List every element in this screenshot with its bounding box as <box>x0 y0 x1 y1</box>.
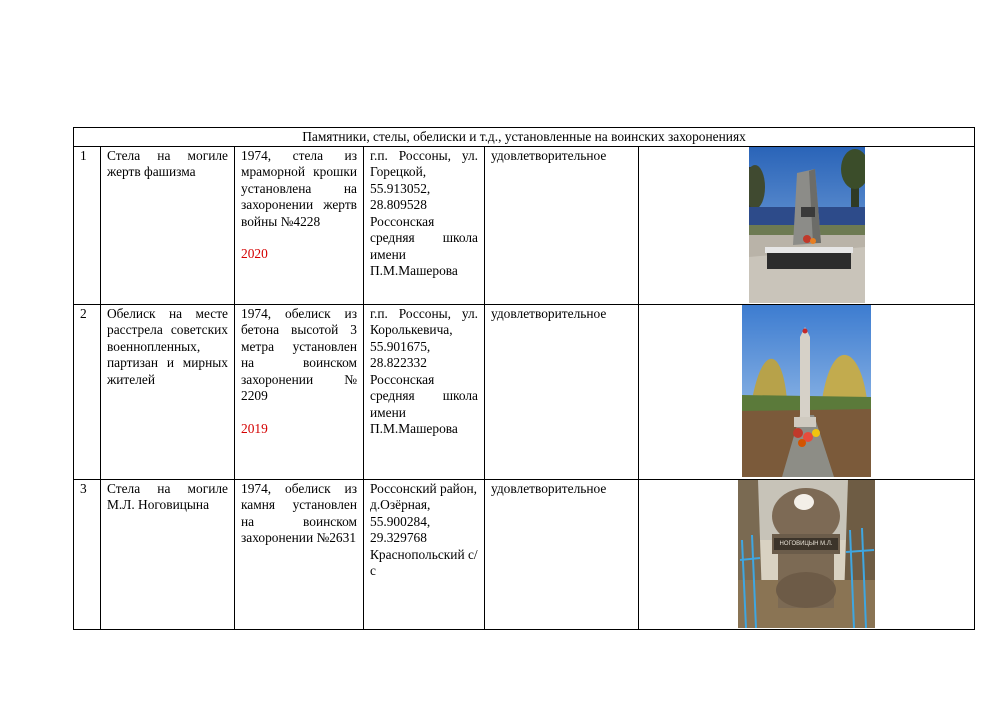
monument-condition: удовлетворительное <box>485 146 639 304</box>
row-number: 3 <box>74 479 101 629</box>
photo-cell <box>639 304 975 479</box>
obelisk-photo-icon <box>742 305 871 477</box>
description-text: 1974, обелиск из бетона высотой 3 метра установлен на воинском захоронении № 2209 <box>241 305 357 403</box>
table-caption: Памятники, стелы, обелиски и т.д., установленные на воинских захоронениях <box>74 128 975 147</box>
monument-location: г.п. Россоны, ул. Королькевича, 55.901675, 28.822332 Россонская средняя школа имени П.М.Машерова <box>364 304 485 479</box>
photo-cell <box>639 479 975 629</box>
table-row <box>74 146 975 304</box>
monument-location: г.п. Россоны, ул. Горецкой, 55.913052, 28.809528 Россонская средняя школа имени П.М.Машерова <box>364 146 485 304</box>
monument-name: Стела на могиле М.Л. Ноговицына <box>101 479 235 629</box>
monument-condition: удовлетворительное <box>485 304 639 479</box>
stone-stele-photo-icon <box>738 480 875 628</box>
monument-description <box>235 479 364 629</box>
monument-description <box>235 304 364 479</box>
photo-plaque-text: НОГОВИЦЫН М.Л. <box>779 540 833 547</box>
table-row <box>74 304 975 479</box>
monument-description <box>235 146 364 304</box>
monuments-table <box>73 127 975 630</box>
row-number: 1 <box>74 146 101 304</box>
monument-condition: удовлетворительное <box>485 479 639 629</box>
row-number: 2 <box>74 304 101 479</box>
table-row <box>74 479 975 629</box>
monument-name: Стела на могиле жертв фашизма <box>101 146 235 304</box>
description-text: 1974, стела из мраморной крошки установлена на захоронении жертв войны №4228 <box>241 147 357 229</box>
monument-location: Россонский район, д.Озёрная, 55.900284, 29.329768 Краснопольский с/с <box>364 479 485 629</box>
year-label: 2019 <box>241 420 268 436</box>
year-label: 2020 <box>241 246 268 261</box>
photo-cell <box>639 146 975 304</box>
monument-name: Обелиск на месте расстрела советских военнопленных, партизан и мирных жителей <box>101 304 235 479</box>
stele-photo-icon <box>749 147 865 303</box>
description-text: 1974, обелиск из камня установлен на воинском захоронении №2631 <box>241 480 357 545</box>
